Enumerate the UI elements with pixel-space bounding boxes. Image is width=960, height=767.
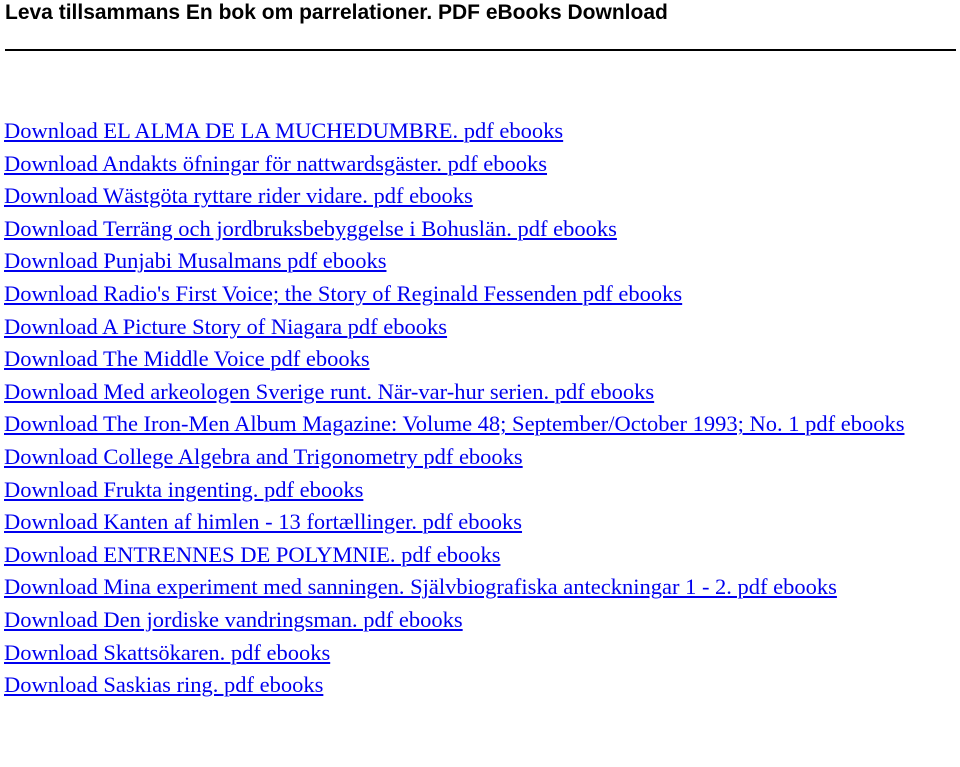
download-link[interactable]: Download Terräng och jordbruksbebyggelse i Bohuslän. pdf ebooks — [4, 215, 617, 241]
list-item — [4, 115, 952, 148]
list-item — [4, 180, 952, 213]
list-item — [4, 637, 952, 670]
download-link[interactable]: Download EL ALMA DE LA MUCHEDUMBRE. pdf ebooks — [4, 118, 564, 143]
list-item — [4, 343, 952, 376]
list-item — [4, 506, 952, 539]
list-item — [4, 213, 952, 246]
list-item — [4, 408, 952, 441]
download-link-list — [4, 115, 952, 702]
list-item — [4, 278, 952, 311]
list-item — [4, 311, 952, 344]
download-link[interactable]: Download Kanten af himlen - 13 fortællinger. pdf ebooks — [4, 509, 523, 535]
download-link[interactable]: Download Punjabi Musalmans pdf ebooks — [4, 248, 387, 274]
download-link[interactable]: Download The Middle Voice pdf ebooks — [4, 346, 370, 372]
download-link[interactable]: Download Mina experiment med sanningen. Självbiografiska anteckningar 1 - 2. pdf ebooks — [4, 574, 837, 600]
download-link[interactable]: Download Radio's First Voice; the Story of Reginald Fessenden pdf ebooks — [4, 280, 683, 306]
download-link[interactable]: Download Skattsökaren. pdf ebooks — [4, 639, 331, 665]
download-link[interactable]: Download The Iron-Men Album Magazine: Volume 48; September/October 1993; No. 1 pdf ebooks — [4, 411, 905, 437]
list-item — [4, 376, 952, 409]
download-link[interactable]: Download A Picture Story of Niagara pdf ebooks — [4, 313, 448, 339]
list-item — [4, 539, 952, 572]
download-link[interactable]: Download Frukta ingenting. pdf ebooks — [4, 476, 364, 502]
list-item — [4, 245, 952, 278]
download-link[interactable]: Download Den jordiske vandringsman. pdf ebooks — [4, 606, 463, 632]
list-item — [4, 474, 952, 507]
list-item — [4, 571, 952, 604]
download-link[interactable]: Download Andakts öfningar för nattwardsgäster. pdf ebooks — [4, 150, 548, 176]
download-link[interactable]: Download ENTRENNES DE POLYMNIE. pdf ebooks — [4, 541, 501, 567]
download-link[interactable]: Download Wästgöta ryttare rider vidare. pdf ebooks — [4, 183, 473, 209]
download-link[interactable]: Download College Algebra and Trigonometry pdf ebooks — [4, 443, 523, 469]
list-item — [4, 604, 952, 637]
page-title: Leva tillsammans En bok om parrelationer. PDF eBooks Download — [5, 1, 668, 24]
list-item — [4, 441, 952, 474]
download-link[interactable]: Download Med arkeologen Sverige runt. När-var-hur serien. pdf ebooks — [4, 378, 655, 404]
download-link[interactable]: Download Saskias ring. pdf ebooks — [4, 672, 324, 698]
list-item — [4, 669, 952, 702]
list-item — [4, 148, 952, 181]
title-divider — [5, 49, 956, 51]
